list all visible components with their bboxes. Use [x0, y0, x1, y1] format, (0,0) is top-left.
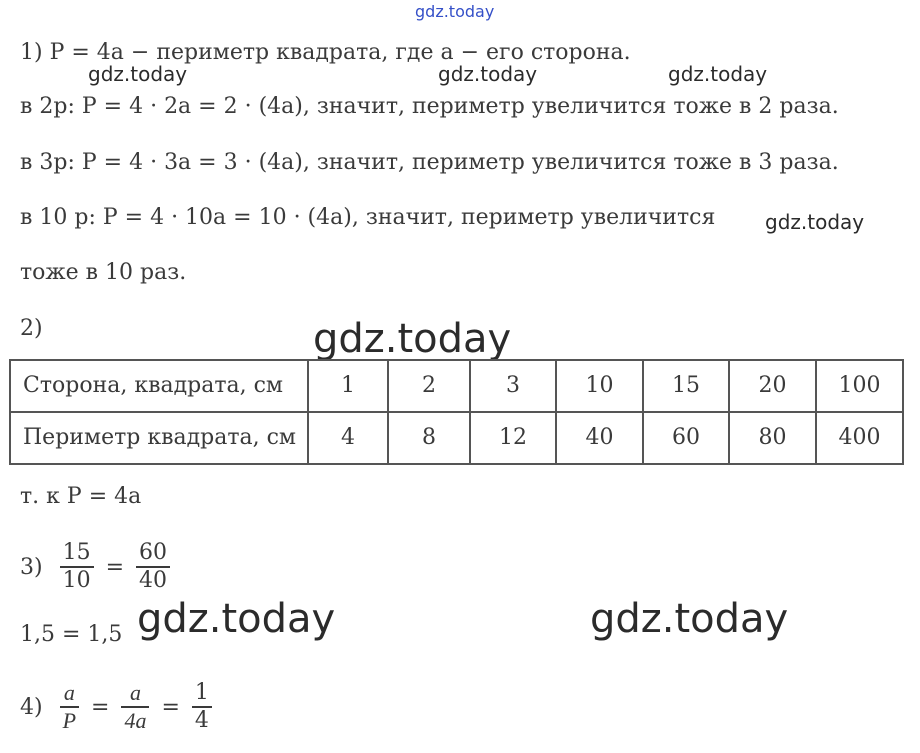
table-row [10, 360, 903, 412]
table-cell: 15 [643, 360, 729, 412]
equals-sign: = [91, 694, 110, 720]
table-cell: 12 [470, 412, 556, 464]
fraction-numerator: a [121, 680, 149, 708]
line-times-10: в 10 р: P = 4 · 10a = 10 · (4a), значит, периметр увеличится [20, 205, 716, 230]
table-row [10, 412, 903, 464]
fraction-1-4 [192, 680, 212, 734]
item-2-label: 2) [20, 316, 43, 341]
table-cell: 10 [556, 360, 643, 412]
equals-sign: = [161, 694, 180, 720]
table-cell: 80 [729, 412, 816, 464]
fraction-numerator: a [60, 680, 79, 708]
item-4-equation [20, 680, 214, 734]
fraction-a-p [60, 680, 79, 734]
table-cell: 2 [388, 360, 470, 412]
fraction-60-40 [136, 540, 170, 594]
table-cell: 3 [470, 360, 556, 412]
item-3-label: 3) [20, 554, 43, 580]
fraction-denominator: 40 [139, 568, 168, 593]
table-cell: 1 [308, 360, 388, 412]
fraction-denominator: 4a [124, 708, 147, 733]
watermark-small-3: gdz.today [668, 62, 768, 86]
watermark-big-1: gdz.today [313, 316, 512, 362]
watermark-big-2: gdz.today [137, 596, 336, 642]
fraction-15-10 [60, 540, 94, 594]
line-1-5-equals: 1,5 = 1,5 [20, 622, 123, 647]
item-3-equation [20, 540, 172, 594]
line-times-2: в 2р: P = 4 · 2a = 2 · (4a), значит, периметр увеличится тоже в 2 раза. [20, 94, 839, 119]
line-since-p-4a: т. к P = 4a [20, 484, 142, 509]
item-4-label: 4) [20, 694, 43, 720]
watermark-small-4: gdz.today [765, 210, 865, 234]
watermark-small-1: gdz.today [88, 62, 188, 86]
table-cell: 4 [308, 412, 388, 464]
row-label-side: Сторона, квадрата, см [10, 360, 308, 412]
table-cell: 40 [556, 412, 643, 464]
line-perimeter-definition: 1) P = 4a − периметр квадрата, где a − его сторона. [20, 40, 631, 65]
line-times-3: в 3р: P = 4 · 3a = 3 · (4a), значит, периметр увеличится тоже в 3 раза. [20, 150, 839, 175]
table-cell: 20 [729, 360, 816, 412]
watermark-big-3: gdz.today [590, 596, 789, 642]
fraction-numerator: 15 [60, 540, 94, 568]
table-cell: 8 [388, 412, 470, 464]
table-cell: 60 [643, 412, 729, 464]
fraction-a-4a [121, 680, 149, 734]
watermark-small-2: gdz.today [438, 62, 538, 86]
fraction-denominator: 4 [194, 708, 209, 733]
row-label-perimeter: Периметр квадрата, см [10, 412, 308, 464]
fraction-numerator: 60 [136, 540, 170, 568]
table-cell: 100 [816, 360, 903, 412]
fraction-numerator: 1 [192, 680, 212, 708]
line-times-10-cont: тоже в 10 раз. [20, 260, 187, 285]
equals-sign: = [105, 554, 125, 580]
fraction-denominator: P [62, 708, 77, 733]
fraction-denominator: 10 [62, 568, 91, 593]
table-cell: 400 [816, 412, 903, 464]
watermark-top: gdz.today [415, 2, 495, 21]
side-perimeter-table [9, 359, 904, 465]
